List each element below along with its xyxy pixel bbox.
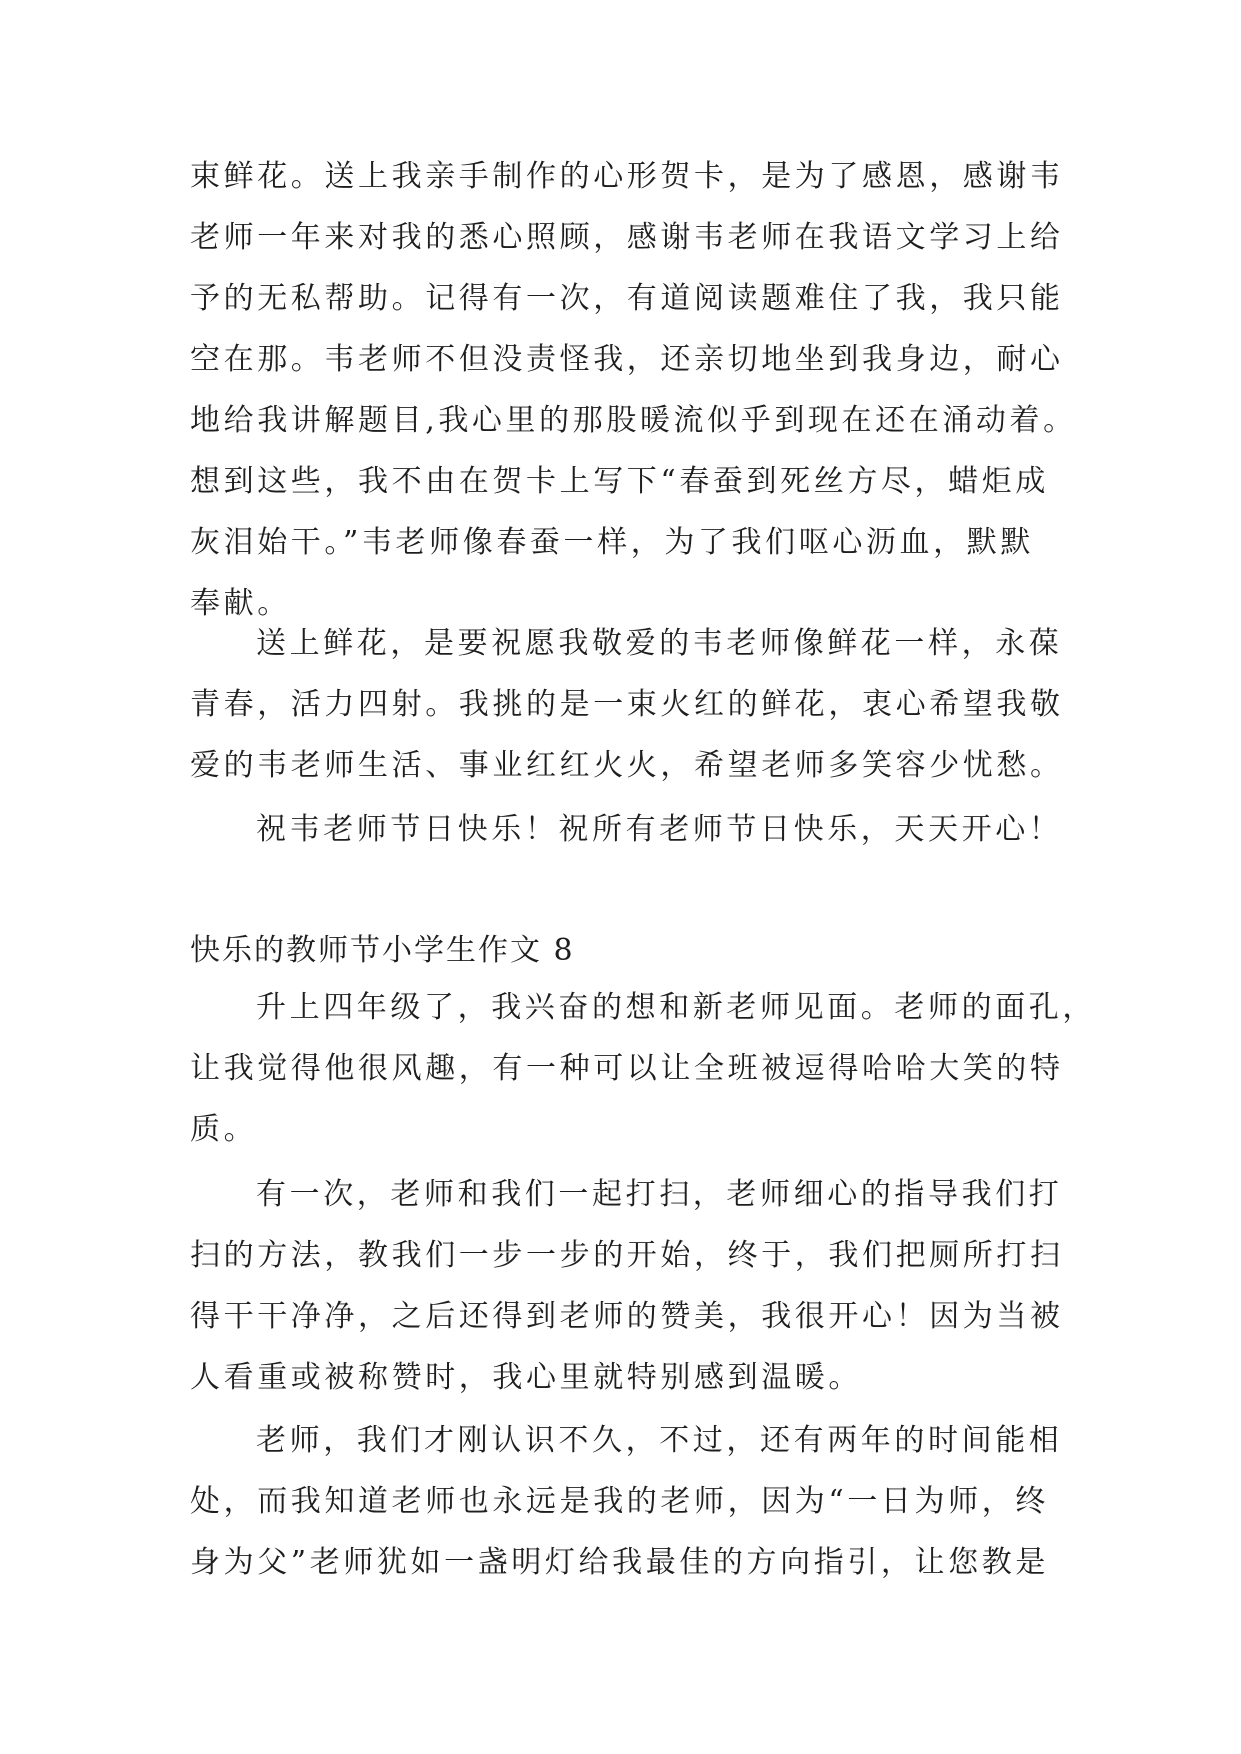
text-line: 想到这些，我不由在贺卡上写下“春蚕到死丝方尽，蜡炬成 (190, 464, 1049, 499)
text-line: 老师，我们才刚认识不久，不过，还有两年的时间能相 (256, 1423, 1063, 1458)
section-title (190, 920, 1060, 981)
text-line: 升上四年级了，我兴奋的想和新老师见面。老师的面孔， (256, 990, 1096, 1025)
paragraph-wishes (190, 799, 1063, 860)
text-line: 予的无私帮助。记得有一次，有道阅读题难住了我，我只能 (190, 281, 1064, 316)
text-line: 扫的方法，教我们一步一步的开始，终于，我们把厕所打扫 (190, 1238, 1064, 1273)
paragraph-gift-card (190, 146, 1077, 634)
text-line: 有一次，老师和我们一起打扫，老师细心的指导我们打 (256, 1177, 1063, 1212)
text-line: 得干干净净，之后还得到老师的赞美，我很开心！因为当被 (190, 1299, 1064, 1334)
text-line: 祝韦老师节日快乐！祝所有老师节日快乐，天天开心！ (256, 812, 1063, 847)
text-line: 送上鲜花，是要祝愿我敬爱的韦老师像鲜花一样，永葆 (256, 626, 1063, 661)
paragraph-teacher-guide (190, 1410, 1063, 1593)
text-line: 束鲜花。送上我亲手制作的心形贺卡，是为了感恩，感谢韦 (190, 159, 1064, 194)
paragraph-cleaning (190, 1164, 1064, 1408)
paragraph-flowers (190, 613, 1064, 796)
text-line: 奉献。 (190, 586, 291, 621)
text-line: 空在那。韦老师不但没责怪我，还亲切地坐到我身边，耐心 (190, 342, 1064, 377)
section-title-text: 快乐的教师节小学生作文 8 (190, 933, 575, 968)
text-line: 让我觉得他很风趣，有一种可以让全班被逗得哈哈大笑的特 (190, 1051, 1064, 1086)
text-line: 质。 (190, 1112, 258, 1147)
text-line: 身为父”老师犹如一盏明灯给我最佳的方向指引，让您教是 (190, 1545, 1049, 1580)
text-line: 爱的韦老师生活、事业红红火火，希望老师多笑容少忧愁。 (190, 748, 1064, 783)
text-line: 地给我讲解题目,我心里的那股暖流似乎到现在还在涌动着。 (190, 403, 1077, 438)
text-line: 灰泪始干。”韦老师像春蚕一样，为了我们呕心沥血，默默 (190, 525, 1034, 560)
text-line: 人看重或被称赞时，我心里就特别感到温暖。 (190, 1360, 862, 1395)
text-line: 处，而我知道老师也永远是我的老师，因为“一日为师，终 (190, 1484, 1049, 1519)
text-line: 老师一年来对我的悉心照顾，感谢韦老师在我语文学习上给 (190, 220, 1064, 255)
paragraph-new-teacher (190, 977, 1096, 1160)
text-line: 青春，活力四射。我挑的是一束火红的鲜花，衷心希望我敬 (190, 687, 1064, 722)
